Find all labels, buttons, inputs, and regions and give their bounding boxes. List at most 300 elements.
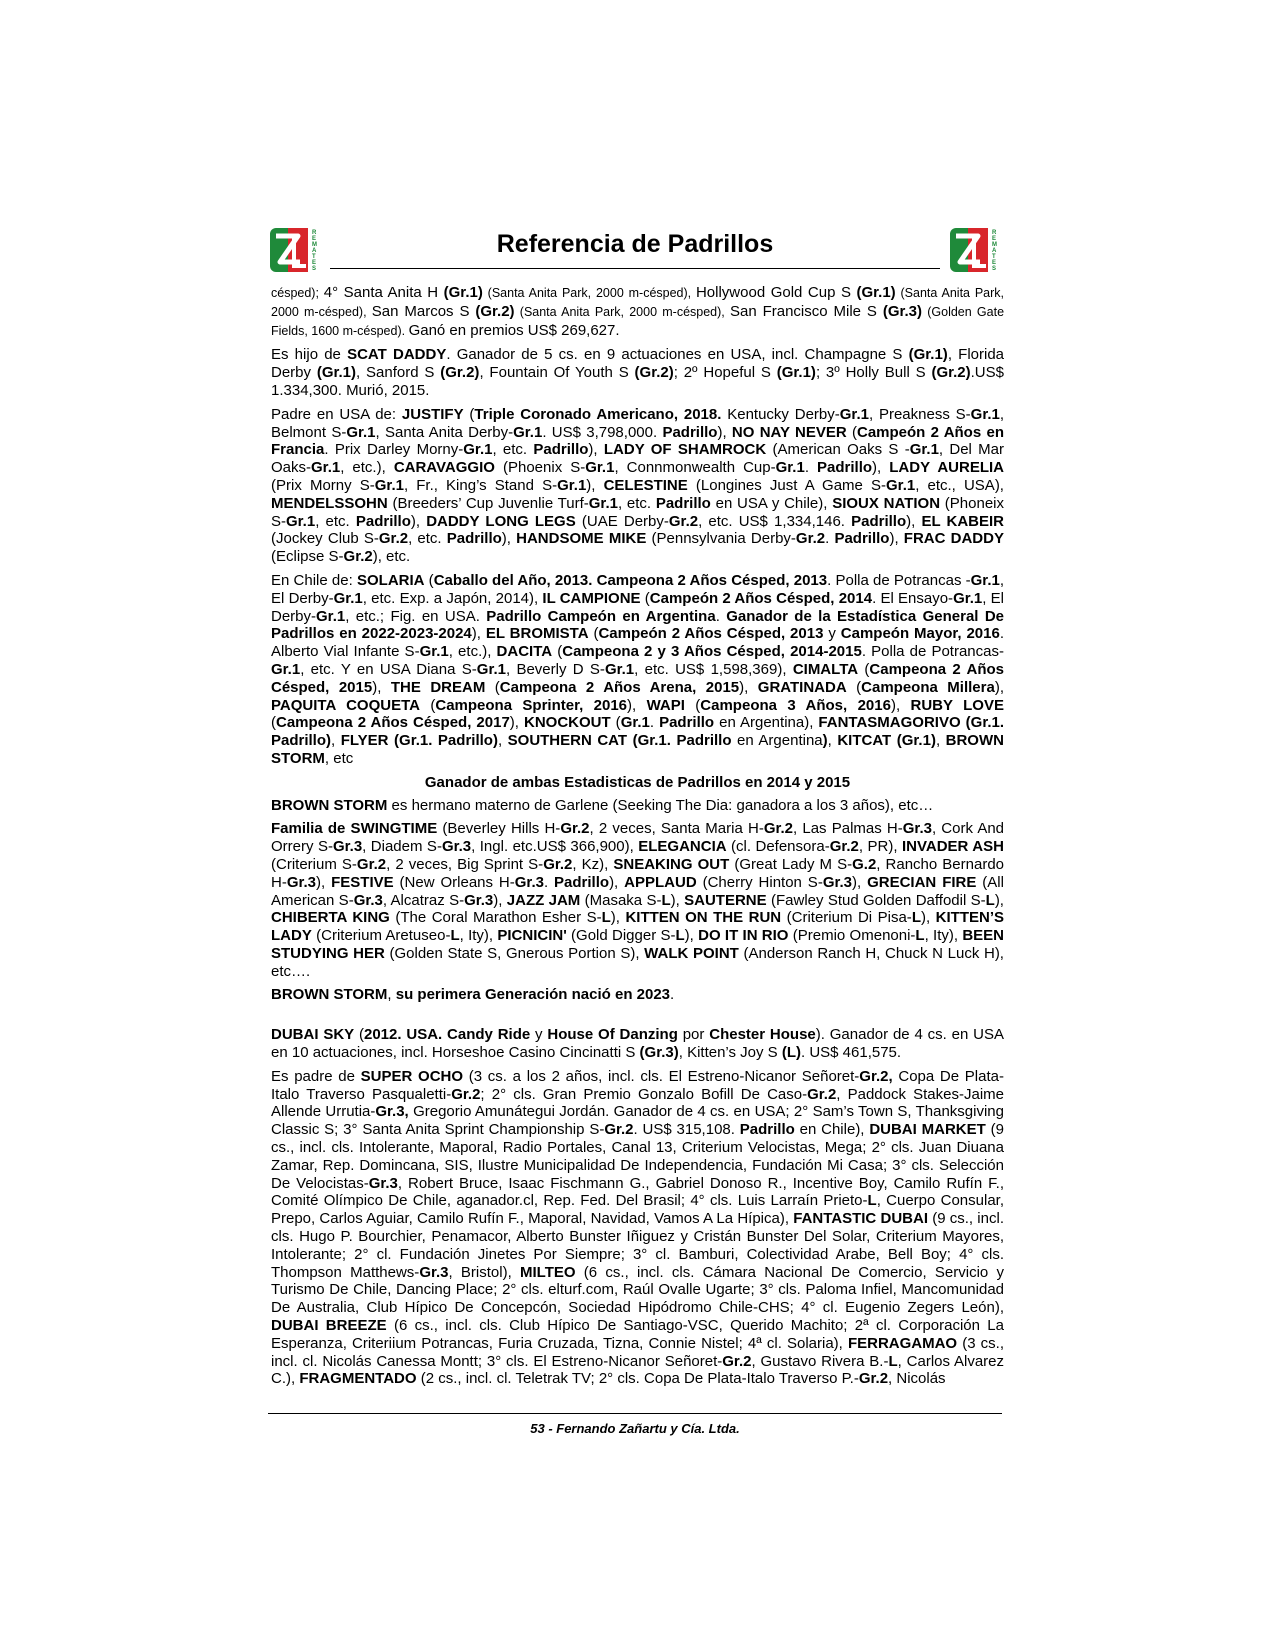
bold-run: Padrillo [533, 441, 589, 459]
bold-run: Gr.1 [620, 714, 650, 732]
text-run: (Santa Anita Park, 2000 m-césped), [514, 304, 730, 319]
bold-run: Gr.1 [374, 476, 404, 494]
text-run: , [935, 732, 946, 750]
text-run: ), [920, 909, 936, 927]
bold-run: SIOUX NATION [832, 494, 941, 512]
body-paragraph [271, 774, 1004, 792]
bold-run: EL KABEIR [921, 512, 1005, 530]
text-run: ( [846, 678, 862, 696]
text-run: . US$ 315,108. [633, 1121, 740, 1139]
text-run: (The Coral Marathon Esher S- [389, 909, 602, 927]
bold-run: SOLARIA [356, 571, 425, 589]
bold-run: FANTASTIC DUBAI [793, 1210, 928, 1228]
bold-run: Gr.3 [286, 873, 317, 891]
bold-run: Gr.3 [419, 1263, 449, 1281]
bold-run: HANDSOME MIKE [516, 530, 647, 548]
text-run: . US$ 461,575. [801, 1044, 902, 1062]
text-run: , Cork And Orrery S- [271, 820, 1005, 856]
text-run: , etc. [315, 512, 356, 530]
text-run: , Bristol), [448, 1263, 521, 1281]
bold-run: APPLAUD [624, 873, 697, 891]
bold-run: Ganador de la Estadística General De Padrillos en 2022-2023-2024 [271, 607, 1005, 643]
bold-run: Gr.2 [722, 1352, 752, 1370]
text-run: ), [670, 891, 685, 909]
text-run: (Santa Anita Park, 2000 m-césped), [271, 286, 1004, 319]
text-run: , El Derby- [271, 589, 1004, 625]
body-paragraph [271, 820, 1004, 980]
bold-run: (Gr.1) [908, 346, 948, 364]
bold-run: WALK POINT [644, 944, 739, 962]
text-run: ), [684, 927, 699, 945]
text-run: , Fountain Of Youth S [479, 364, 635, 382]
bold-run: L [911, 909, 921, 927]
bold-run: MILTEO [520, 1263, 576, 1281]
text-run: , etc.), [340, 459, 394, 477]
bold-run: Gr.1 [970, 571, 1000, 589]
text-run: , Ity), [924, 927, 963, 945]
body-paragraph [271, 1068, 1004, 1388]
bold-run: CIMALTA [792, 660, 859, 678]
bold-run: PAQUITA COQUETA [271, 696, 420, 714]
text-run: Copa De Plata-Italo Traverso Pasqualetti- [271, 1067, 1004, 1103]
text-run: . [543, 873, 555, 891]
text-run: , etc., USA), [915, 476, 1004, 494]
bold-run: ELEGANCIA [638, 838, 727, 856]
bold-run: Familia de SWINGTIME [271, 820, 438, 838]
svg-text:E: E [992, 260, 997, 266]
bold-run: JAZZ JAM [506, 891, 581, 909]
text-run: , Paddock Stakes-Jaime Allende Urrutia- [271, 1085, 1004, 1121]
text-run: (Criterium Aretuseo- [311, 927, 451, 945]
bold-run: FRAC DADDY [903, 530, 1004, 548]
bold-run: BEEN STUDYING HER [271, 927, 1005, 962]
bold-run: DUBAI SKY [271, 1026, 355, 1044]
bold-run: Padrillo [446, 530, 502, 548]
text-run: , Kz), [572, 855, 614, 873]
text-run: ), [501, 530, 517, 548]
bold-run: Padrillo [834, 530, 890, 548]
bold-run: Gr.1 [476, 660, 506, 678]
text-run: . El Ensayo- [872, 589, 954, 607]
bold-run: su perimera Generación nació en 2023 [395, 986, 671, 1004]
text-run: (Fawley Stud Golden Daffodil S- [766, 891, 986, 909]
text-run: ), [906, 512, 922, 530]
text-run: (Gold Digger S- [566, 927, 676, 945]
bold-run: (Gr.1) [856, 284, 896, 301]
zl-remates-logo-right [948, 226, 1002, 276]
bold-run: G.2 [852, 855, 877, 873]
bold-run: House Of Danzing [547, 1026, 678, 1044]
text-run: Kentucky Derby- [721, 405, 840, 423]
bold-run: PICNICIN' [497, 927, 567, 945]
text-run: ( [858, 660, 870, 678]
bold-run: Gr.1 [316, 607, 346, 625]
bold-run: Padrillo [659, 714, 715, 732]
text-run: (Cherry Hinton S- [696, 873, 823, 891]
text-run: , Carlos Alvarez C.), [271, 1352, 1005, 1388]
text-run: (Breeders’ Cup Juvenlie Turf- [387, 494, 589, 512]
bold-run: CHIBERTA KING [271, 909, 390, 927]
bold-run: Gr.3 [332, 838, 363, 856]
svg-text:S: S [992, 266, 997, 272]
text-run: , etc. Y en USA Diana S- [300, 660, 477, 678]
bold-run: KNOCKOUT [523, 714, 611, 732]
bold-run: Gr.2 [356, 855, 387, 873]
bold-run: BROWN STORM [271, 732, 1004, 767]
text-run: (Premio Omenoni- [788, 927, 916, 945]
footer-rule [268, 1413, 1002, 1414]
body-paragraph [271, 284, 1004, 340]
text-run: , Belmont S- [271, 405, 1005, 441]
text-run: , etc.; Fig. en USA. [345, 607, 487, 625]
bold-run: Gr.3 [368, 1174, 398, 1192]
text-run: , etc [324, 749, 354, 767]
bold-run: CELESTINE [603, 476, 688, 494]
text-run: ), [410, 512, 427, 530]
bold-run: Gr.1 [311, 459, 341, 477]
text-run: ), [872, 459, 890, 477]
text-run: (Great Lady M S- [729, 855, 853, 873]
text-run: ( [588, 625, 599, 643]
bold-run: Gr.1 [909, 441, 939, 459]
bold-run: INVADER ASH [901, 838, 1004, 856]
bold-run: Gr.1 [585, 459, 615, 477]
bold-run: WAPI [646, 696, 685, 714]
bold-run: Gr.3 [464, 891, 494, 909]
text-run: , Florida Derby [271, 346, 1005, 382]
text-run: , Diadem S- [362, 838, 442, 856]
text-run: ), [627, 696, 647, 714]
text-run: , etc. US$ 1,334,146. [698, 512, 852, 530]
bold-run: CARAVAGGIO [393, 459, 495, 477]
text-run: (Anderson Ranch H, Chuck N Luck H), etc…. [271, 944, 1004, 980]
bold-run: Gr.3, [375, 1103, 409, 1121]
bold-run: Padrillo [851, 512, 907, 530]
bold-run: Gr.3 [353, 891, 383, 909]
bold-run: Gr.1 [513, 423, 543, 441]
bold-run: Gr.1 [271, 660, 301, 678]
bold-run: Gr.2 [668, 512, 699, 530]
bold-run: (Gr.1) [443, 284, 483, 301]
bold-run: Campeón 2 Años en Francia [271, 423, 1004, 459]
bold-run: Padrillo [739, 1121, 795, 1139]
text-run: (Eclipse S- [271, 548, 344, 566]
text-run: . Alberto Vial Infante S- [271, 625, 1004, 661]
body-paragraph [271, 406, 1004, 566]
svg-text:R: R [312, 230, 317, 236]
bold-run: DO IT IN RIO [698, 927, 789, 945]
text-run: . [715, 607, 727, 625]
text-run: 4° Santa Anita H [323, 284, 444, 301]
bold-run: SUPER OCHO [360, 1067, 464, 1085]
bold-run: (Gr.1) [316, 364, 357, 382]
text-run: ), [994, 678, 1004, 696]
text-run: Padre en USA de: [271, 405, 402, 423]
bold-run: Campeona Sprinter, 2016 [435, 696, 628, 714]
text-run: , Beverly D S- [505, 660, 605, 678]
bold-run: Campeona 2 Años Césped, 2015 [271, 660, 1004, 696]
bold-run: SAUTERNE [684, 891, 767, 909]
text-run: , 2 veces, Santa Maria H- [589, 820, 764, 838]
bold-run: Gr.1 [588, 494, 618, 512]
bold-run: L [985, 891, 995, 909]
text-run: ), [316, 873, 332, 891]
text-run: , [497, 732, 508, 750]
text-run: ), [609, 873, 625, 891]
text-run: Ganador de ambas Estadisticas de Padrillos en 2014 y 2015 [424, 773, 851, 791]
svg-text:E: E [312, 236, 317, 242]
text-run: ), [739, 678, 758, 696]
text-run: . Ganador de 5 cs. en 9 actuaciones en USA, incl. Champagne S [446, 346, 909, 364]
text-run: (UAE Derby- [575, 512, 669, 530]
text-run: , Alcatraz S- [382, 891, 465, 909]
zl-remates-logo-left [268, 226, 322, 276]
text-run: , Rancho Bernardo H- [271, 855, 1005, 891]
text-run: , Preakness S- [868, 405, 971, 423]
bold-run: SNEAKING OUT [613, 855, 730, 873]
body-paragraph [271, 1026, 1004, 1062]
bold-run: Gr.1 [775, 459, 805, 477]
bold-run: THE DREAM [390, 678, 486, 696]
text-run: ( [354, 1026, 364, 1044]
text-run: en Chile), [794, 1121, 870, 1139]
bold-run: FRAGMENTADO [299, 1370, 417, 1388]
text-run: Gregorio Amunátegui Jordán. Ganador de 4 cs. en USA; 2° Sam’s Town S, Thanksgiving Classic S; 3° Santa Anita Sprint Championship S- [271, 1103, 1004, 1139]
text-run: . [804, 459, 818, 477]
bold-run: DUBAI BREEZE [271, 1317, 387, 1335]
text-run: en Argentina [731, 732, 823, 750]
bold-run: L [675, 927, 685, 945]
bold-run: FESTIVE [331, 873, 394, 891]
text-run: (Jockey Club S- [271, 530, 379, 548]
text-run: ), [588, 441, 604, 459]
bold-run: Gr.1 [557, 476, 587, 494]
text-run: en USA y Chile), [710, 494, 833, 512]
text-run: (Santa Anita Park, 2000 m-césped), [482, 286, 696, 300]
bold-run: ) [822, 732, 828, 750]
bold-run: RUBY LOVE [910, 696, 1004, 714]
bold-run: Padrillo [554, 873, 610, 891]
page-title: Referencia de Padrillos [496, 230, 774, 258]
text-run: , Robert Bruce, Isaac Fischmann G., Gabriel Donoso R., Incentive Boy, Camilo Rufín F., Comité Olímpico De Chile, aganador.cl, Rep. Fed. Del Brasil; 4° cls. Luis Larraín Prieto- [271, 1174, 1004, 1210]
bold-run: FERRAGAMAO [847, 1334, 958, 1352]
text-run: ( [684, 696, 701, 714]
text-run: (Phoneix S- [271, 494, 1004, 530]
bold-run: Gr.2 [543, 855, 573, 873]
bold-run: Campeona 2 Años Arena, 2015 [499, 678, 740, 696]
text-run: . [670, 986, 675, 1004]
bold-run: L [601, 909, 611, 927]
text-run: ), [889, 530, 904, 548]
text-run: , Ingl. etc.US$ 366,900), [471, 838, 639, 856]
text-run: San Francisco Mile S [729, 302, 883, 320]
bold-run: IL CAMPIONE [542, 589, 641, 607]
text-run: ; 3º Holly Bull S [815, 364, 932, 382]
body-paragraph [271, 797, 1004, 815]
text-run: , etc. [617, 494, 656, 512]
text-run: (Golden Gate Fields, 1600 m-césped). [271, 304, 1005, 338]
text-run: , [331, 732, 341, 750]
text-run: ( [846, 423, 857, 441]
bold-run: Gr.1 [970, 405, 1000, 423]
text-run: ( [463, 405, 475, 423]
bold-run: Gr.1 [839, 405, 869, 423]
bold-run: Padrillo [355, 512, 411, 530]
bold-run: Gr.2 [451, 1085, 481, 1103]
text-run: Es padre de [271, 1067, 361, 1085]
bold-run: GRECIAN FIRE [867, 873, 977, 891]
text-run: ), [890, 696, 911, 714]
text-run: , etc. [408, 530, 447, 548]
bold-run: BROWN STORM [271, 796, 388, 814]
svg-text:M: M [992, 242, 997, 248]
bold-run: Gr.3 [822, 873, 852, 891]
text-run: ( [610, 714, 621, 732]
body-paragraph [271, 572, 1004, 768]
bold-run: KITTEN ON THE RUN [625, 909, 782, 927]
bold-run: Campeona 2 y 3 Años Césped, 2014-2015 [562, 643, 862, 661]
text-run: césped); [271, 286, 324, 300]
bold-run: DACITA [496, 643, 553, 661]
text-run: ( [271, 714, 276, 732]
text-run: ( [640, 589, 650, 607]
text-run: .US$ 1.334,300. Murió, 2015. [271, 364, 1004, 399]
bold-run: Gr.3 [441, 838, 472, 856]
text-run: ), [372, 678, 391, 696]
body-paragraph [271, 986, 1004, 1004]
text-run: , etc.), [448, 643, 497, 661]
text-run: ). Ganador de 4 cs. en USA en 10 actuaciones, incl. Horseshoe Casino Cincinatti S [271, 1026, 1004, 1062]
bold-run: KITCAT (Gr.1) [837, 732, 936, 750]
text-run: , Cuerpo Consular, Prepo, Carlos Aguiar, Camilo Rufín F., Maporal, Navidad, Vamos A La Hípica), [271, 1192, 1004, 1228]
text-run: , PR), [858, 838, 902, 856]
bold-run: Campeona 2 Años Césped, 2017 [276, 714, 510, 732]
svg-text:M: M [312, 242, 317, 248]
text-run: , El Derby- [271, 571, 1004, 607]
text-run: , Kitten’s Joy S [678, 1044, 782, 1062]
bold-run: L [867, 1192, 877, 1210]
text-run: ), [471, 625, 486, 643]
text-run: (Criterium S- [271, 855, 357, 873]
text-run: ), [717, 423, 732, 441]
bold-run: Gr.1 [419, 643, 449, 661]
text-run: ; 2° cls. Gran Premio Gonzalo Bofill De Caso- [480, 1085, 808, 1103]
text-run: (3 cs., incl. cl. Nicolás Canessa Montt; 3° cls. El Estreno-Nicanor Señoret- [271, 1334, 1004, 1370]
body-paragraph [271, 346, 1004, 399]
text-run: por [677, 1026, 710, 1044]
text-run: ), [493, 891, 507, 909]
bold-run: (Gr.2) [440, 364, 480, 382]
text-run: , [387, 986, 396, 1004]
text-run: (Phoenix S- [494, 459, 586, 477]
bold-run: Caballo del Año, 2013. Campeona 2 Años Césped, 2013 [433, 571, 828, 589]
bold-run: MENDELSSOHN [271, 494, 388, 512]
text-run: (All American S- [271, 873, 1004, 909]
text-run: (2 cs., incl. cl. Teletrak TV; 2° cls. Copa De Plata-Italo Traverso P.- [416, 1370, 859, 1388]
bold-run: Gr.2, [859, 1067, 893, 1085]
text-run: Es hijo de [271, 346, 348, 364]
text-run: ), [610, 909, 626, 927]
text-run: (Golden State S, Gnerous Portion S), [384, 944, 645, 962]
bold-run: Gr.1 [346, 423, 376, 441]
bold-run: Triple Coronado Americano, 2018. [474, 405, 722, 423]
svg-text:A: A [312, 248, 317, 254]
bold-run: EL BROMISTA [485, 625, 589, 643]
bold-run: SCAT DADDY [347, 346, 447, 364]
bold-run: Campeona Millera [861, 678, 995, 696]
bold-run: Chester House [709, 1026, 816, 1044]
text-run: (3 cs. a los 2 años, incl. cls. El Estreno-Nicanor Señoret- [463, 1067, 860, 1085]
text-run: ), [852, 873, 868, 891]
text-run: (Beverley Hills H- [437, 820, 561, 838]
text-run: , 2 veces, Big Sprint S- [386, 855, 544, 873]
bold-run: Gr.3 [902, 820, 932, 838]
bold-run: (Gr.1) [776, 364, 816, 382]
text-run: . Polla de Potrancas- [861, 643, 1004, 661]
text-run: (cl. Defensora- [726, 838, 830, 856]
text-run: (Prix Morny S- [271, 476, 375, 494]
text-run: es hermano materno de Garlene (Seeking The Dia: ganadora a los 3 años), etc… [387, 796, 934, 814]
bold-run: Padrillo [655, 494, 711, 512]
svg-text:A: A [992, 248, 997, 254]
bold-run: (Gr.3) [639, 1044, 679, 1062]
bold-run: L [888, 1352, 898, 1370]
text-run: , Gustavo Rivera B.- [751, 1352, 889, 1370]
text-run: (Pennsylvania Derby- [646, 530, 796, 548]
bold-run: Campeona 3 Años, 2016 [700, 696, 891, 714]
text-run: ), etc. [372, 548, 411, 566]
bold-run: Padrillo [817, 459, 873, 477]
text-run: , Santa Anita Derby- [375, 423, 514, 441]
text-run: y [530, 1026, 548, 1044]
bold-run: (Gr.2) [475, 302, 515, 320]
bold-run: GRATINADA [757, 678, 847, 696]
bold-run: SOUTHERN CAT (Gr.1. Padrillo [507, 732, 732, 750]
text-run: , Connmonwealth Cup- [614, 459, 776, 477]
title-underline [330, 268, 940, 269]
bold-run: L [450, 927, 460, 945]
text-run: (New Orleans H- [393, 873, 515, 891]
bold-run: Padrillo [662, 423, 718, 441]
bold-run: Gr.2 [763, 820, 794, 838]
bold-run: FLYER (Gr.1. Padrillo) [340, 732, 498, 750]
bold-run: (L) [781, 1044, 801, 1062]
text-run: (9 cs., incl. cls. Intolerante, Maporal, Radio Portales, Canal 13, Criterium Velocistas, Mega; 2° cls. Juan Diuana Zamar, Rep. Domincana, SIS, Ilustre Municipalidad De Independencia, Fundación Mi Casa; 3° cls. Selección De Velocistas- [271, 1121, 1004, 1192]
bold-run: Gr.1 [463, 441, 493, 459]
text-run: , Ity), [459, 927, 498, 945]
bold-run: Gr.1 [886, 476, 916, 494]
svg-text:E: E [992, 236, 997, 242]
text-run: , [827, 732, 838, 750]
text-run: San Marcos S [371, 302, 476, 320]
bold-run: Gr.2 [858, 1370, 889, 1388]
text-run: En Chile de: [271, 571, 357, 589]
bold-run: KITTEN’S LADY [271, 909, 1004, 945]
bold-run: DADDY LONG LEGS [426, 512, 576, 530]
text-run: . Prix Darley Morny- [324, 441, 464, 459]
bold-run: LADY AURELIA [889, 459, 1004, 477]
page-header [268, 226, 1002, 278]
text-run: . [825, 530, 835, 548]
text-run: y [823, 625, 841, 643]
text-run: , Fr., King’s Stand S- [403, 476, 558, 494]
document-body [271, 284, 1004, 1394]
text-run: ( [419, 696, 436, 714]
text-run: ( [552, 643, 563, 661]
bold-run: BROWN STORM [271, 986, 388, 1004]
bold-run: NO NAY NEVER [731, 423, 847, 441]
bold-run: L [661, 891, 671, 909]
